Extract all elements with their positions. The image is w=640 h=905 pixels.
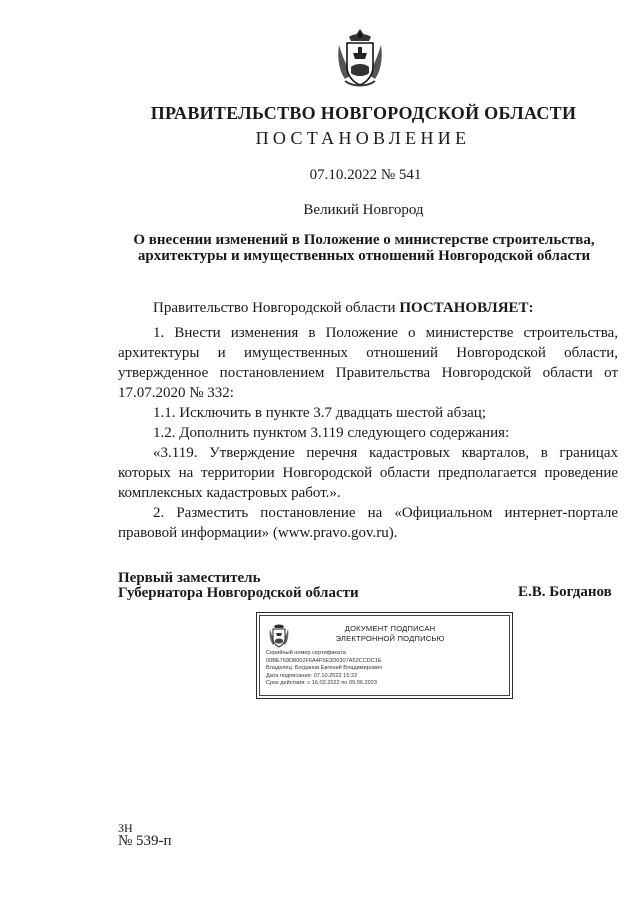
coat-of-arms-icon bbox=[335, 27, 385, 89]
paragraph-item: 1. Внести изменения в Положение о министерстве строительства, архитектуры и имущественных отношений Новгородской области, утвержденное постановлением Правительства Новгородской области от 17.07.2020 № 332: bbox=[118, 325, 618, 401]
certificate-owner: Владелец: Богданов Евгений Владимирович bbox=[266, 665, 382, 672]
stamp-frame bbox=[259, 615, 510, 696]
paragraph-item: 2. Разместить постановление на «Официальном интернет-портале правовой информации» (www.pravo.gov.ru). bbox=[118, 505, 618, 541]
preamble bbox=[118, 298, 618, 318]
certificate-validity: Срок действия: с 16.03.2022 по 09.06.2023 bbox=[266, 680, 377, 687]
stamp-details bbox=[266, 650, 506, 688]
stamp-heading bbox=[300, 624, 480, 644]
preamble-resolves: ПОСТАНОВЛЯЕТ: bbox=[399, 300, 534, 316]
preamble-prefix: Правительство Новгородской области bbox=[153, 300, 400, 316]
certificate-serial: 00BE769D8002F6A4F5E3D6307A52CCDC1E bbox=[266, 657, 382, 664]
stamp-title-line1: ДОКУМЕНТ ПОДПИСАН bbox=[344, 624, 436, 633]
signing-date: Дата подписания: 07.10.2022 15:22 bbox=[266, 672, 358, 679]
document-subject: О внесении изменений в Положение о министерстве строительства, архитектуры и имущественных отношений Новгородской области bbox=[133, 232, 595, 264]
certificate-label: Серийный номер сертификата: bbox=[266, 650, 348, 656]
document-body bbox=[118, 298, 618, 543]
signer-position-line2: Губернатора Новгородской области bbox=[118, 585, 359, 601]
stamp-coat-of-arms-icon bbox=[268, 621, 290, 648]
signer-position bbox=[118, 571, 359, 601]
date-and-number: 07.10.2022 № 541 bbox=[309, 167, 422, 183]
city: Великий Новгород bbox=[303, 202, 424, 218]
paragraph-item: «3.119. Утверждение перечня кадастровых кварталов, в границах которых на территории Новгородской области предполагается проведение комплексных кадастровых работ.». bbox=[118, 445, 618, 501]
paragraph-item: 1.1. Исключить в пункте 3.7 двадцать шестой абзац; bbox=[153, 405, 486, 421]
electronic-signature-stamp bbox=[256, 612, 513, 699]
signer-position-line1: Первый заместитель bbox=[118, 570, 261, 586]
stamp-title-line2: ЭЛЕКТРОННОЙ ПОДПИСЬЮ bbox=[335, 634, 445, 643]
paragraph-item: 1.2. Дополнить пунктом 3.119 следующего содержания: bbox=[153, 425, 510, 441]
footer-code: 3Н bbox=[118, 821, 133, 835]
document-type: ПОСТАНОВЛЕНИЕ bbox=[255, 128, 471, 148]
government-title: ПРАВИТЕЛЬСТВО НОВГОРОДСКОЙ ОБЛАСТИ bbox=[150, 103, 577, 123]
footer-number: № 539-п bbox=[118, 833, 172, 849]
signer-name: Е.В. Богданов bbox=[518, 584, 612, 600]
